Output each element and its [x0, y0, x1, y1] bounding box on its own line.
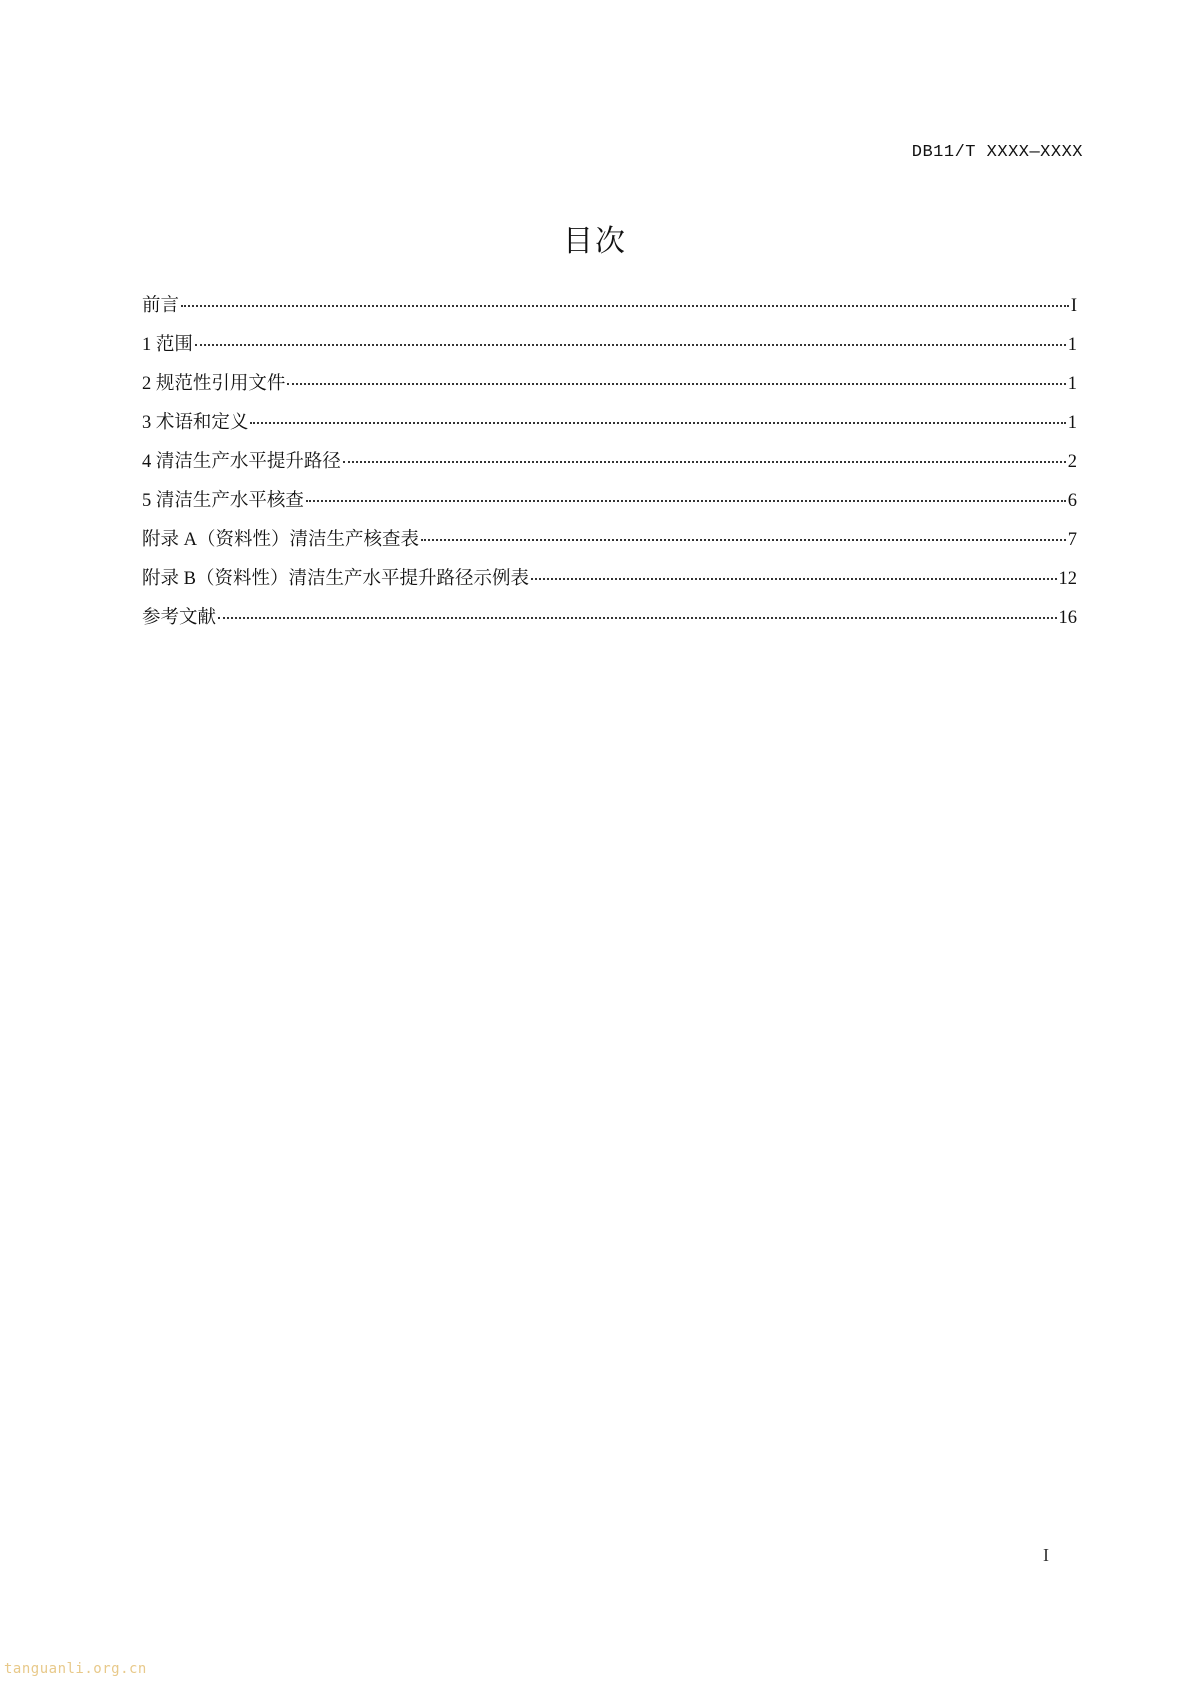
toc-entry-foreword[interactable] [142, 294, 1077, 333]
toc-entry-scope[interactable] [142, 333, 1077, 372]
toc-entry-page: 1 [1067, 335, 1077, 355]
dot-leader [531, 578, 1057, 580]
toc-entry-label: 5 清洁生产水平核查 [142, 491, 304, 511]
toc-entry-page: 6 [1067, 491, 1077, 511]
toc-entry-normative-references[interactable] [142, 372, 1077, 411]
toc-entry-label: 附录 B（资料性）清洁生产水平提升路径示例表 [142, 569, 529, 589]
dot-leader [181, 305, 1069, 307]
toc-entry-label: 附录 A（资料性）清洁生产核查表 [142, 530, 419, 550]
page-number: I [1043, 1545, 1049, 1565]
toc-entry-label: 参考文献 [142, 608, 217, 628]
toc-entry-page: I [1070, 296, 1077, 316]
dot-leader [287, 383, 1065, 385]
toc-entry-page: 2 [1067, 452, 1077, 472]
toc-entry-page: 12 [1058, 569, 1077, 589]
toc-entry-improvement-path[interactable] [142, 450, 1077, 489]
toc-entry-page: 16 [1058, 608, 1077, 628]
toc-entry-terms-definitions[interactable] [142, 411, 1077, 450]
toc-entry-appendix-a[interactable] [142, 528, 1077, 567]
toc-entry-bibliography[interactable] [142, 606, 1077, 645]
dot-leader [306, 500, 1066, 502]
toc-entry-appendix-b[interactable] [142, 567, 1077, 606]
watermark-text: tanguanli.org.cn [4, 1661, 147, 1677]
toc-entry-label: 2 规范性引用文件 [142, 374, 286, 394]
toc-entry-page: 7 [1067, 530, 1077, 550]
toc-entry-page: 1 [1067, 374, 1077, 394]
dot-leader [195, 344, 1066, 346]
toc-entry-page: 1 [1067, 413, 1077, 433]
toc-title: 目次 [563, 224, 627, 260]
toc-entry-label: 3 术语和定义 [142, 413, 249, 433]
dot-leader [343, 461, 1066, 463]
dot-leader [250, 422, 1065, 424]
toc-entry-label: 4 清洁生产水平提升路径 [142, 452, 341, 472]
toc-entry-label: 前言 [142, 296, 180, 316]
document-code: DB11/T XXXX—XXXX [911, 143, 1083, 162]
table-of-contents [142, 294, 1077, 645]
toc-entry-verification[interactable] [142, 489, 1077, 528]
dot-leader [421, 539, 1066, 541]
dot-leader [218, 617, 1056, 619]
toc-entry-label: 1 范围 [142, 335, 193, 355]
